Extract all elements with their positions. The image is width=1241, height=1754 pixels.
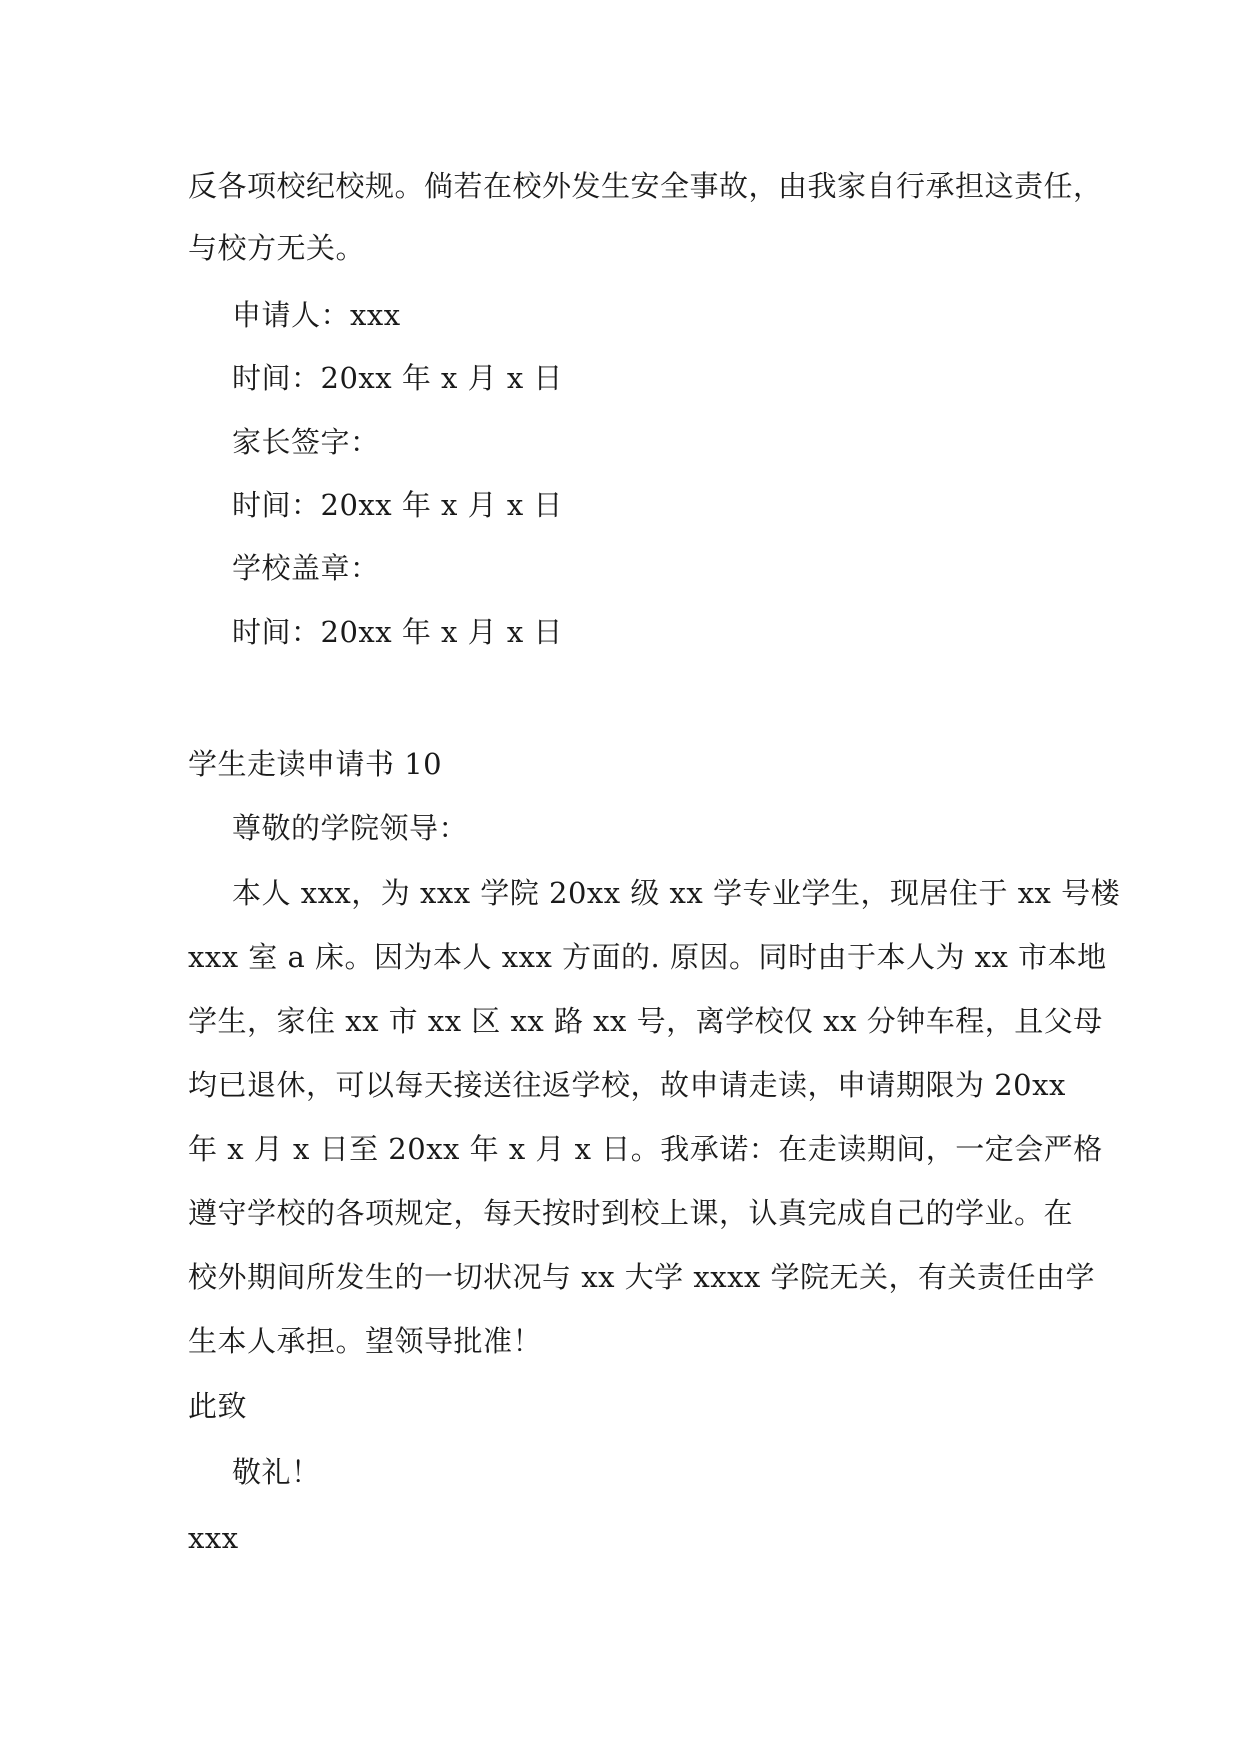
body-line-3: 学生，家住 xx 市 xx 区 xx 路 xx 号，离学校仅 xx 分钟车程，且父母 xyxy=(188,1004,1103,1038)
body-line-8: 生本人承担。望领导批准！ xyxy=(188,1324,543,1358)
signature: xxx xyxy=(188,1521,239,1555)
parent-date-field: 时间：20xx 年 x 月 x 日 xyxy=(232,488,563,522)
school-date-field: 时间：20xx 年 x 月 x 日 xyxy=(232,615,563,649)
parent-signature-field: 家长签字： xyxy=(232,425,380,459)
body-line-4: 均已退休，可以每天接送往返学校，故申请走读，申请期限为 20xx xyxy=(188,1068,1066,1102)
closing: 此致 xyxy=(188,1389,248,1423)
section-title: 学生走读申请书 10 xyxy=(188,747,443,781)
body-line-7: 校外期间所发生的一切状况与 xx 大学 xxxx 学院无关，有关责任由学 xyxy=(188,1260,1096,1294)
body-line-1: 本人 xxx，为 xxx 学院 20xx 级 xx 学专业学生，现居住于 xx 号楼 xyxy=(232,876,1121,910)
body-line-2: xxx 室 a 床。因为本人 xxx 方面的. 原因。同时由于本人为 xx 市本地 xyxy=(188,940,1107,974)
applicant-field: 申请人：xxx xyxy=(232,298,401,332)
salutation: 尊敬的学院领导： xyxy=(232,811,469,845)
body-line-5: 年 x 月 x 日至 20xx 年 x 月 x 日。我承诺：在走读期间，一定会严格 xyxy=(188,1132,1103,1166)
applicant-date-field: 时间：20xx 年 x 月 x 日 xyxy=(232,361,563,395)
regards: 敬礼！ xyxy=(232,1455,321,1489)
intro-line-1: 反各项校纪校规。倘若在校外发生安全事故，由我家自行承担这责任， xyxy=(188,169,1103,203)
school-seal-field: 学校盖章： xyxy=(232,551,380,585)
body-line-6: 遵守学校的各项规定，每天按时到校上课，认真完成自己的学业。在 xyxy=(188,1196,1074,1230)
intro-line-2: 与校方无关。 xyxy=(188,231,366,265)
